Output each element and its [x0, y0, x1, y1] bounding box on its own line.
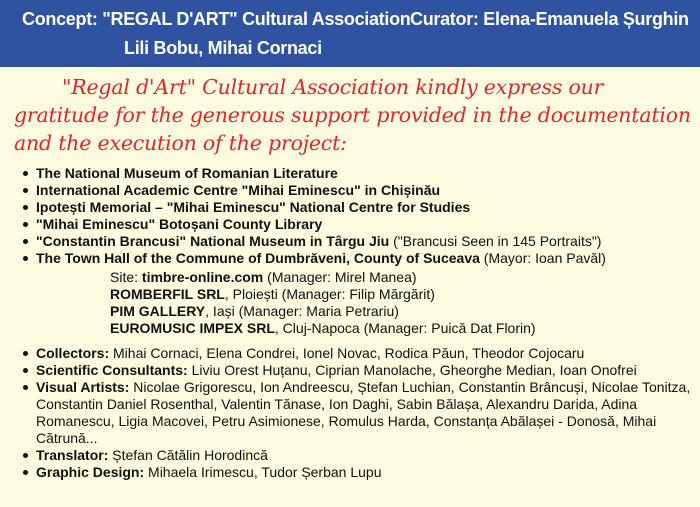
- sponsor-row: [110, 269, 536, 286]
- credit-text: Ștefan Cătălin Horodincă: [108, 447, 268, 463]
- sponsor-row: [110, 303, 536, 320]
- header-banner: [0, 0, 700, 67]
- sponsor-name: EUROMUSIC IMPEX SRL: [110, 320, 275, 336]
- sponsor-details: , Iași (Manager: Maria Petrariu): [205, 303, 399, 319]
- institutions-list: [22, 165, 692, 267]
- sponsor-row: [110, 320, 536, 337]
- institution-name: The National Museum of Romanian Literature: [36, 165, 338, 181]
- gratitude-statement: [14, 73, 694, 157]
- list-item: [22, 165, 692, 182]
- list-item: [22, 464, 692, 481]
- sponsor-name: ROMBERFIL SRL: [110, 286, 225, 302]
- sponsor-name: PIM GALLERY: [110, 303, 206, 319]
- list-item: [22, 216, 692, 233]
- institution-name: The Town Hall of the Commune of Dumbrăveni, County of Suceava: [36, 250, 480, 266]
- credit-label: Translator:: [36, 447, 109, 463]
- concept-authors: Lili Bobu, Mihai Cornaci: [124, 38, 322, 58]
- sponsor-details: , Ploiești (Manager: Filip Mărgărit): [224, 286, 435, 302]
- list-item: [22, 345, 692, 362]
- list-item: [22, 447, 692, 464]
- credit-label: Graphic Design:: [36, 464, 145, 480]
- list-item: [22, 379, 692, 447]
- credit-text: Mihai Cornaci, Elena Condrei, Ionel Novac, Rodica Păun, Theodor Cojocaru: [109, 345, 585, 361]
- sponsor-details: , Cluj-Napoca (Manager: Puică Dat Florin): [274, 320, 536, 336]
- list-item: [22, 182, 692, 199]
- sponsors-block: [110, 269, 536, 337]
- list-item: [22, 233, 692, 250]
- list-item: [22, 199, 692, 216]
- institution-name: International Academic Centre "Mihai Eminescu" in Chișinău: [36, 182, 441, 198]
- institution-name: "Mihai Eminescu" Botoșani County Library: [36, 216, 323, 232]
- credit-label: Collectors:: [36, 345, 110, 361]
- institution-note: ("Brancusi Seen in 145 Portraits"): [389, 233, 602, 249]
- institution-name: "Constantin Brancusi" National Museum in Târgu Jiu: [36, 233, 390, 249]
- gratitude-text: "Regal d'Art" Cultural Association kindly express our gratitude for the generous support provided in the documentation and the execution of the project:: [14, 75, 691, 155]
- credit-text: Mihaela Irimescu, Tudor Șerban Lupu: [144, 464, 382, 480]
- curator-credit: Curator: Elena-Emanuela Șurghin: [410, 9, 689, 29]
- credit-text: Liviu Orest Huțanu, Ciprian Manolache, Gheorghe Median, Ioan Onofrei: [187, 362, 637, 378]
- list-item: [22, 362, 692, 379]
- institution-note: (Mayor: Ioan Pavăl): [479, 250, 606, 266]
- credits-list: [22, 345, 692, 481]
- concept-credit: Concept: "REGAL D'ART" Cultural Association: [22, 9, 411, 29]
- institution-name: Ipotești Memorial – "Mihai Eminescu" National Centre for Studies: [36, 199, 471, 215]
- sponsor-row: [110, 286, 536, 303]
- list-item: [22, 250, 692, 267]
- sponsor-prefix: Site:: [110, 269, 142, 285]
- sponsor-details: (Manager: Mirel Manea): [263, 269, 417, 285]
- sponsor-name: timbre-online.com: [141, 269, 264, 285]
- credit-label: Visual Artists:: [36, 379, 130, 395]
- credit-text: Nicolae Grigorescu, Ion Andreescu, Ștefan Luchian, Constantin Brâncuși, Nicolae Tonitza, Constantin Daniel Rosenthal, Valentin Tănase, Ion Daghi, Sabin Bălașa, Alexandru Darida, Adina Romanescu, Ligia Macovei, Petru Asimionese, Romulus Harda, Constanța Abălașei - Donosă, Mihai Cătrună...: [36, 379, 691, 446]
- credit-label: Scientific Consultants:: [36, 362, 188, 378]
